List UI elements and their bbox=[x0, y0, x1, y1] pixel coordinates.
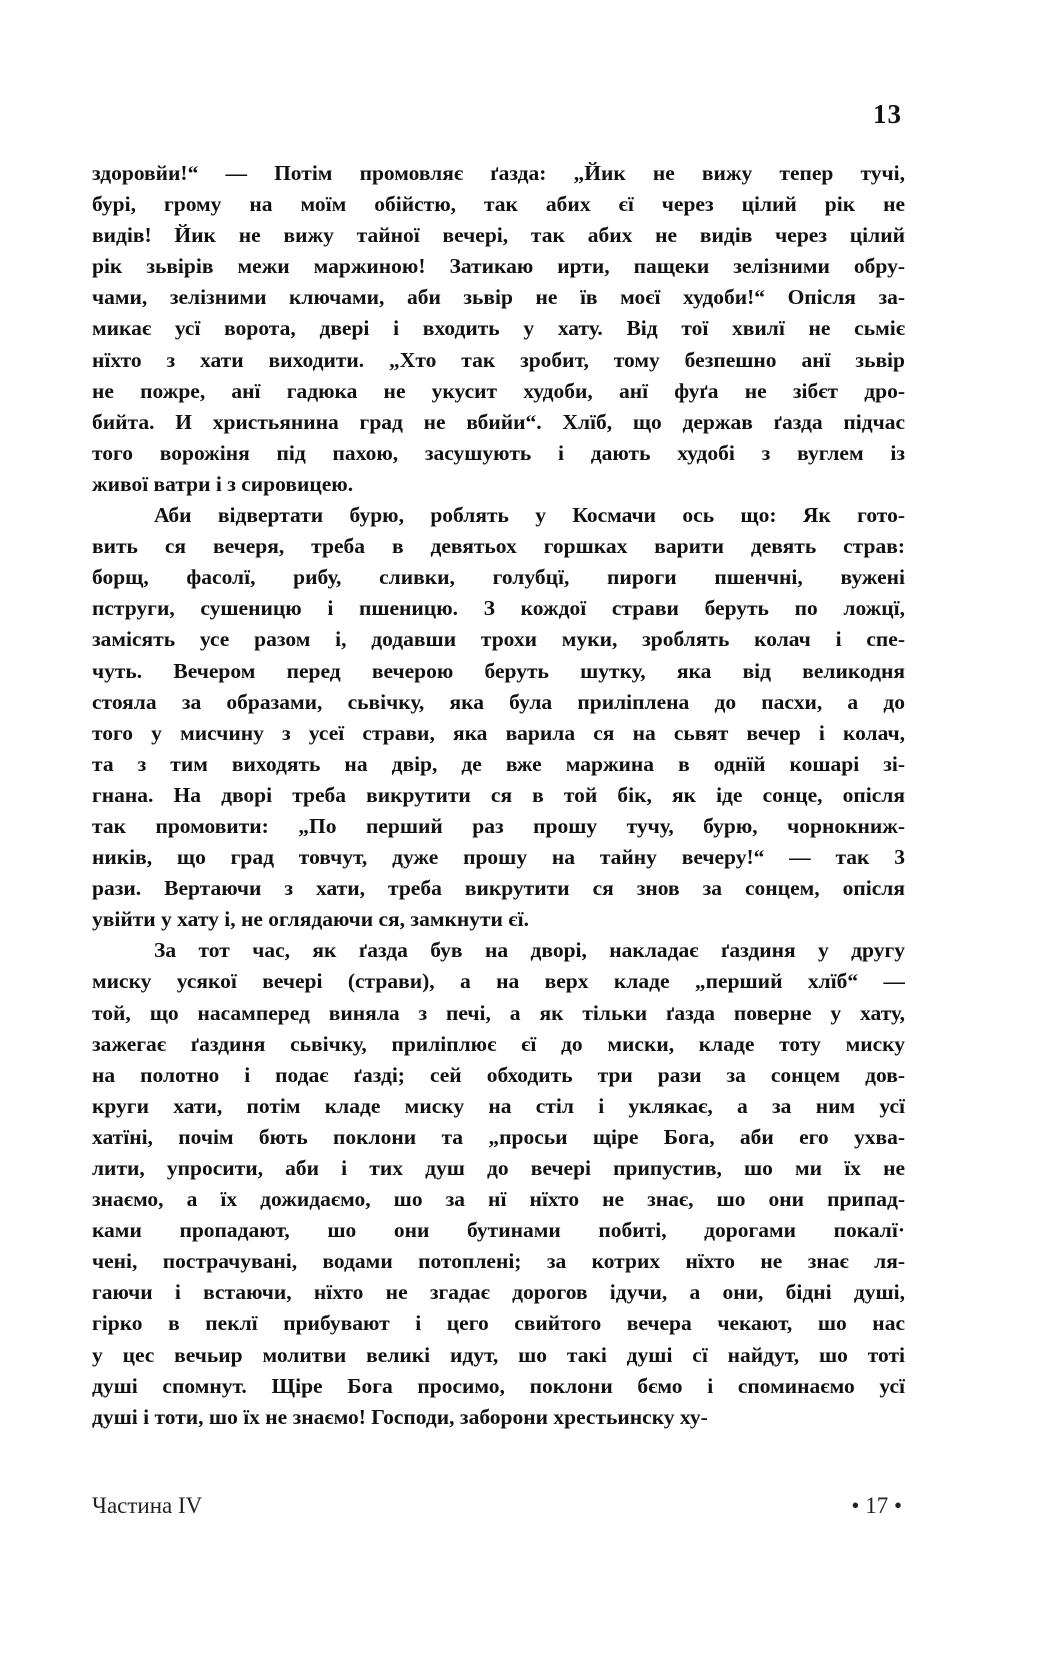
text-line: у цес вечьир молитви великі идут, шо такі душі сї найдут, шо тоті bbox=[92, 1342, 905, 1367]
text-line: Аби відвертати бурю, роблять у Космачи ось що: Як гото- bbox=[154, 503, 905, 528]
text-line: знаємо, а їх дожидаємо, шо за нї нїхто не знає, шо они припад- bbox=[92, 1187, 905, 1212]
text-line: гірко в пеклї прибувают і цего свийтого вечера чекают, шо нас bbox=[92, 1311, 905, 1336]
text-line: того ворожіня під пахою, засушують і дають худобі з вуглем із bbox=[92, 440, 905, 465]
text-line: душі спомнут. Щіре Бога просимо, поклони бємо і споминаємо усї bbox=[92, 1373, 905, 1398]
text-line: замісять усе разом і, додавши трохи муки, зроблять колач і спе- bbox=[92, 627, 905, 652]
text-line: гнана. На дворі треба викрутити ся в той бік, як іде сонце, опісля bbox=[92, 782, 905, 807]
text-line: здоровйи!“ — Потім промовляє ґазда: „Йик не вижу тепер тучі, bbox=[92, 161, 905, 185]
text-line: ників, що град товчут, дуже прошу на тайну вечеру!“ — так 3 bbox=[92, 845, 905, 870]
text-line: борщ, фасолї, рибу, сливки, голубцї, пироги пшенчні, вужені bbox=[92, 565, 905, 590]
paragraph bbox=[92, 158, 905, 500]
text-line: не пожре, анї гадюка не укусит худоби, анї фуґа не зібєт дро- bbox=[92, 378, 905, 403]
text-line: ками пропадают, шо они бутинами побиті, дорогами покалї· bbox=[92, 1218, 905, 1243]
text-line: круги хати, потім кладе миску на стіл і уклякає, а за ним усї bbox=[92, 1093, 905, 1118]
text-line: нїхто з хати виходити. „Хто так зробит, тому безпешно анї зьвір bbox=[92, 347, 905, 372]
text-line: чами, зелізними ключами, аби зьвір не їв моєї худоби!“ Опісля за- bbox=[92, 285, 905, 310]
text-line: зажегає ґаздиня сьвічку, приліплює єї до миски, кладе тоту миску bbox=[92, 1031, 905, 1056]
text-line: душі і тоти, шо їх не знаємо! Господи, заборони хрестьинску ху- bbox=[92, 1404, 708, 1429]
text-line: чуть. Вечером перед вечерою беруть шутку, яка від великодня bbox=[92, 658, 905, 683]
text-line: пструги, сушеницю і пшеницю. З кождої страви беруть по ложцї, bbox=[92, 596, 905, 621]
footer-section-label: Частина IV bbox=[92, 1493, 203, 1518]
footer-folio: • 17 • bbox=[851, 1493, 902, 1518]
text-line: бийта. И христьянина град не вбийи“. Хлїб, що держав ґазда підчас bbox=[92, 409, 905, 434]
paragraph bbox=[92, 500, 905, 935]
text-line: увійти у хату і, не оглядаючи ся, замкнути єї. bbox=[92, 907, 529, 932]
text-line: хатїні, почім бють поклони та „просьи щіре Бога, аби его ухва- bbox=[92, 1124, 905, 1149]
text-line: живої ватри і з сировицею. bbox=[92, 471, 354, 496]
text-line: рік зьвірів межи маржиною! Затикаю ирти, пащеки зелізними обру- bbox=[92, 254, 905, 279]
text-line: той, що насамперед виняла з печі, а як тільки ґазда поверне у хату, bbox=[92, 1000, 905, 1025]
text-line: гаючи і встаючи, нїхто не згадає дорогов ідучи, а они, бідні душі, bbox=[92, 1280, 905, 1305]
body-text bbox=[92, 158, 905, 1433]
text-line: того у мисчину з усеї страви, яка варила ся на сьвят вечер і колач, bbox=[92, 720, 905, 745]
text-line: лити, упросити, аби і тих душ до вечері припустив, шо ми їх не bbox=[92, 1156, 905, 1180]
text-line: миску усякої вечері (страви), а на верх кладе „перший хлїб“ — bbox=[92, 969, 905, 994]
text-line: на полотно і подає ґазді; сей обходить три рази за сонцем дов- bbox=[92, 1062, 905, 1087]
text-line: видів! Йик не вижу тайної вечері, так абих не видів через цілий bbox=[92, 223, 905, 248]
text-line: рази. Вертаючи з хати, треба викрутити ся знов за сонцем, опісля bbox=[92, 876, 905, 901]
text-line: чені, пострачувані, водами потоплені; за котрих нїхто не знає ля- bbox=[92, 1249, 905, 1274]
text-line: За тот час, як ґазда був на дворі, накладає ґаздиня у другу bbox=[154, 938, 905, 963]
text-line: бурі, грому на моїм обійстю, так абих єї через цілий рік не bbox=[92, 192, 905, 217]
text-line: стояла за образами, сьвічку, яка була приліплена до пасхи, а до bbox=[92, 689, 905, 714]
page-number: 13 bbox=[873, 99, 902, 129]
text-line: вить ся вечеря, треба в девятьох горшках варити девять страв: bbox=[92, 534, 905, 559]
text-line: так промовити: „По перший раз прошу тучу, бурю, чорнокниж- bbox=[92, 813, 905, 838]
text-line: микає усї ворота, двері і входить у хату. Від тої хвилї не сьміє bbox=[92, 316, 905, 341]
text-line: та з тим виходять на двір, де вже маржина в однїй кошарі зі- bbox=[92, 751, 905, 776]
paragraph bbox=[92, 935, 905, 1433]
